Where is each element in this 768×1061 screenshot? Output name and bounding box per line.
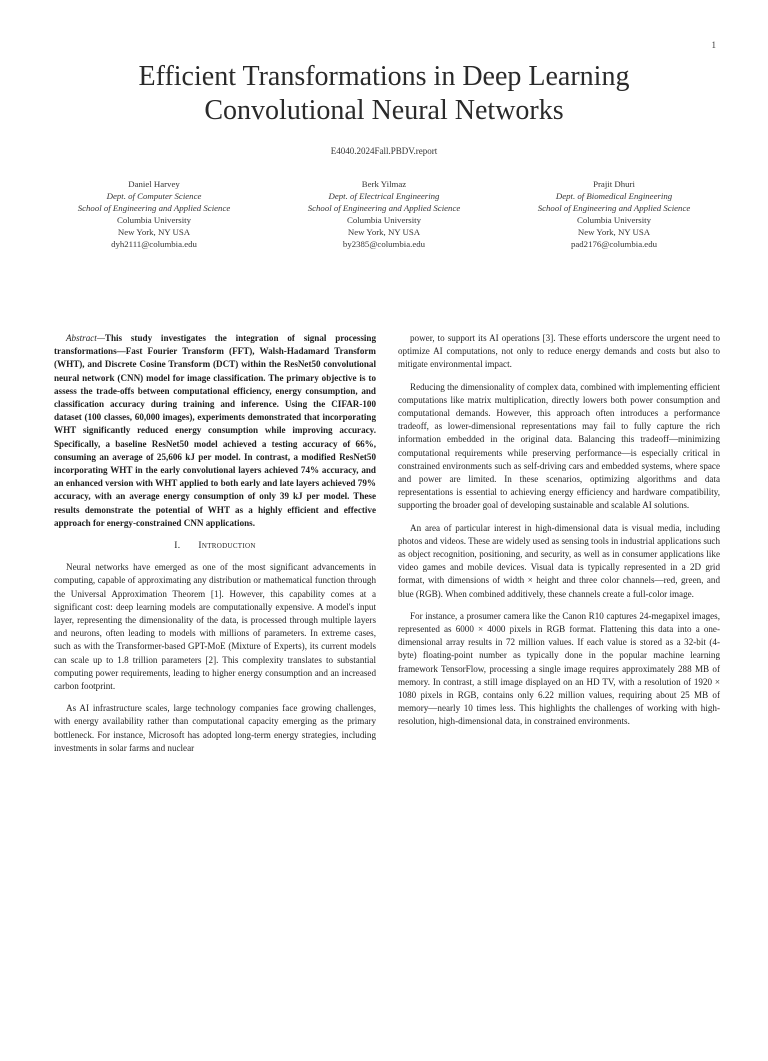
paper-title xyxy=(0,60,768,128)
paragraph: As AI infrastructure scales, large technology companies face growing challenges, with energy availability rather than computational capacity emerging as the primary bottleneck. For instance, Microsoft has adopted long-term energy strategies, including investments in solar farms and nuclear xyxy=(54,703,376,753)
author-1 xyxy=(44,178,264,250)
paragraph: An area of particular interest in high-dimensional data is visual media, including photos and videos. These are widely used as sensing tools in industrial applications such as object recognition, positioning, and security, as well as in consumer applications like video games and mobile devices. Visual data is typically represented in a 2D grid format, with dimensions of width × height and three color channels—red, green, and blue (RGB). When combined additively, these channels create a full-color image. xyxy=(398,522,720,599)
author-univ: Columbia University xyxy=(346,215,422,225)
paragraph: Reducing the dimensionality of complex data, combined with implementing efficient computations like matrix multiplication, directly lowers both power consumption and computational demands. However, this approach often introduces a performance tradeoff, as lower-dimensional representations may fail to fully capture the rich information embedded in the original data. Balancing this tradeoff—minimizing computational requirements while preserving performance—is especially critical in constrained environments such as self-driving cars and embedded systems, where space and power are limited. In these scenarios, optimizing algorithms and data representations is essential to achieving energy efficiency and hardware compatibility, supporting the broader goal of developing sustainable and scalable AI solutions. xyxy=(398,381,720,511)
author-univ: Columbia University xyxy=(576,215,652,225)
author-school: School of Engineering and Applied Science xyxy=(307,203,461,213)
author-city: New York, NY USA xyxy=(117,227,191,237)
author-dept: Dept. of Electrical Engineering xyxy=(328,191,440,201)
paragraph: Neural networks have emerged as one of the most significant advancements in computing, capable of approximating any distribution or mathematical function through the Universal Approximation Theorem [1]. However, this capability comes at a significant cost: deep learning models are computationally expensive. A model's input layer, representing the dimensionality of the data, is processed through multiple layers and neurons, often leading to models with millions of parameters. In extreme cases, such as with the Transformer-based GPT-MoE (Mixture of Experts), its current models can scale up to 1.8 trillion parameters [2]. This complexity translates to substantial computing power requirements, leading to higher energy consumption and an increased carbon footprint. xyxy=(54,562,376,692)
section-title: Introduction xyxy=(198,541,256,552)
abstract-lead: Abstract— xyxy=(66,333,105,343)
author-email: by2385@columbia.edu xyxy=(342,239,426,249)
right-column xyxy=(398,332,720,738)
abstract-body: This study investigates the integration of signal processing transformations—Fast Fourier Transform (FFT), Walsh-Hadamard Transform (WHT), and Discrete Cosine Transform (DCT) within the ResNet50 convolutional neural network (CNN) model for image classification. The primary objective is to assess the trade-offs between computational efficiency, energy consumption, and classification accuracy during training and inference. Using the CIFAR-100 dataset (100 classes, 60,000 images), experiments demonstrated that incorporating WHT significantly reduced energy consumption while improving accuracy. Specifically, a baseline ResNet50 model achieved a testing accuracy of 66%, consuming an average of 25,606 kJ per model. In contrast, a modified ResNet50 incorporating WHT in the early convolutional layers achieved 74% accuracy, and an enhanced version with WHT applied to both early and late layers achieved 79% accuracy, with an average energy consumption of only 39 kJ per model. These results demonstrate the potential of WHT as a highly efficient and effective approach for energy-constrained CNN applications. xyxy=(54,333,376,528)
author-block xyxy=(44,178,724,250)
report-id: E4040.2024Fall.PBDV.report xyxy=(330,146,438,156)
author-school: School of Engineering and Applied Science xyxy=(77,203,231,213)
author-dept: Dept. of Biomedical Engineering xyxy=(555,191,673,201)
author-name: Berk Yilmaz xyxy=(361,179,407,189)
paragraph: power, to support its AI operations [3]. These efforts underscore the urgent need to optimize AI computations, not only to reduce energy demands and costs but also to mitigate environmental impact. xyxy=(398,333,720,370)
author-3 xyxy=(504,178,724,250)
paragraph: For instance, a prosumer camera like the Canon R10 captures 24-megapixel images, represented as 6000 × 4000 pixels in RGB format. Flattening this data into a one-dimensional array results in 72 million values. If each value is stored as a 32-bit (4-byte) floating-point number as typically done in the popular machine learning framework TensorFlow, processing a single image requires approximately 288 MB of memory. In contrast, a still image displayed on an HD TV, with a resolution of 1920 × 1080 pixels in RGB, contains only 6.22 million values, requiring about 25 MB of memory—nearly 10 times less. This highlights the challenges of working with high-resolution, high-dimensional data, in constrained environments. xyxy=(398,610,720,727)
author-dept: Dept. of Computer Science xyxy=(106,191,202,201)
left-column xyxy=(54,332,376,764)
author-univ: Columbia University xyxy=(116,215,192,225)
page-number: 1 xyxy=(711,40,716,50)
title-line-1: Efficient Transformations in Deep Learning xyxy=(138,61,630,92)
title-line-2: Convolutional Neural Networks xyxy=(204,95,564,126)
author-name: Prajit Dhuri xyxy=(593,179,635,189)
author-name: Daniel Harvey xyxy=(128,179,180,189)
section-number: I. xyxy=(174,541,181,552)
abstract xyxy=(54,332,376,530)
author-email: pad2176@columbia.edu xyxy=(570,239,658,249)
author-2 xyxy=(274,178,494,250)
section-heading xyxy=(54,540,376,553)
author-email: dyh2111@columbia.edu xyxy=(111,239,197,249)
author-city: New York, NY USA xyxy=(347,227,421,237)
author-city: New York, NY USA xyxy=(577,227,651,237)
author-school: School of Engineering and Applied Science xyxy=(537,203,691,213)
